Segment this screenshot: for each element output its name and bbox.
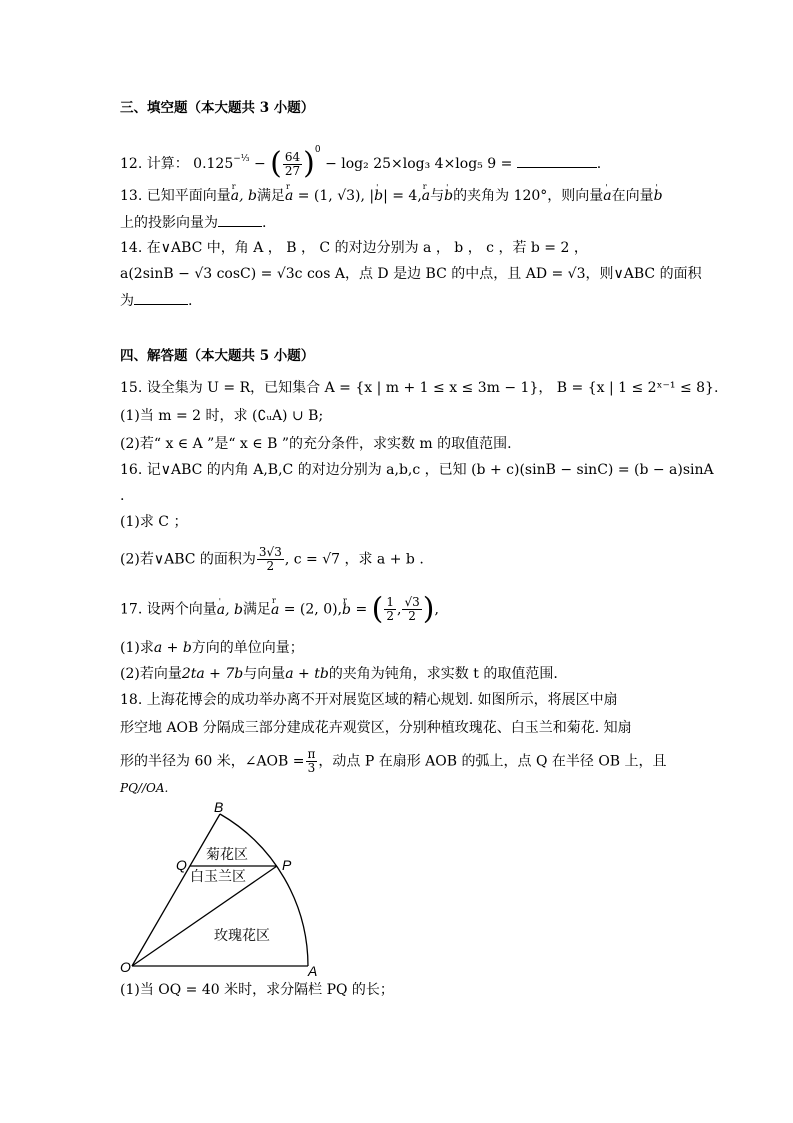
q16-part2-text-a: (2)若∨ABC 的面积为 <box>120 551 256 568</box>
q17-part2-a: (2)若向量 <box>120 666 182 682</box>
q16-frac-num: 3√3 <box>258 545 282 559</box>
region-chrysanthemum: 菊花区 <box>206 846 248 862</box>
section4-heading: 四、解答题（本大题共 5 小题） <box>120 348 315 364</box>
q12-answer-blank[interactable] <box>517 153 597 168</box>
q17-part2-expr1: 2ta + 7b <box>181 666 244 682</box>
q18-line4: PQ//OA. <box>120 781 169 795</box>
q13-vec-b3: ' b <box>654 186 663 206</box>
q17-part1-a: (1)求 <box>120 640 154 656</box>
q12-frac-den: 27 <box>284 163 301 178</box>
q12-fraction <box>283 151 302 178</box>
q18-angle-fraction <box>306 748 318 775</box>
q17-lparen: ( <box>371 591 384 627</box>
label-B: B <box>214 799 224 815</box>
label-P: P <box>282 857 292 873</box>
q13-text-c: = (1, √3), | <box>297 188 375 204</box>
q12-rest: − log₂ 25×log₃ 4×log₅ 9 = <box>325 156 513 172</box>
q17-part2-c: 与向量 <box>243 666 286 682</box>
q16-area-fraction <box>257 546 284 573</box>
q13-line2 <box>120 212 266 233</box>
q17-part2-e: 的夹角为钝角，求实数 t 的取值范围. <box>328 666 558 682</box>
q14-line1: 14. 在∨ABC 中，角 A ， B ， C 的对边分别为 a ， b ， c ，若 b = 2 ， <box>120 240 588 256</box>
q17-vec-b: r b <box>342 600 351 620</box>
q13-text-e: 与 <box>430 188 445 204</box>
q13-end: . <box>262 215 267 231</box>
q13-line2-text: 上的投影向量为 <box>120 215 218 231</box>
q13-line1 <box>120 186 663 206</box>
sector-figure <box>110 798 340 980</box>
q17-rparen: ) <box>422 591 435 627</box>
q14-line3 <box>120 290 192 311</box>
q17-frac2-num: √3 <box>404 595 420 609</box>
q13-vec-b2: ' b <box>444 186 453 206</box>
q13-text-a: 13. 已知平面向量 <box>120 188 231 204</box>
q17-frac1-den: 2 <box>386 609 394 623</box>
q17-part1 <box>120 638 304 658</box>
q12-base-exp: −⅓ <box>233 154 250 164</box>
q18-part1: (1)当 OQ = 40 米时，求分隔栏 PQ 的长； <box>120 982 394 998</box>
q17-part1-expr: a + b <box>153 640 192 656</box>
q17-part2-expr2: a + tb <box>285 666 329 682</box>
q12-prefix: 12. 计算： <box>120 156 189 172</box>
q18-line3-b: ，动点 P 在扇形 AOB 的弧上，点 Q 在半径 OB 上，且 <box>318 753 667 770</box>
q12-frac-num: 64 <box>284 149 301 164</box>
q14-line2: a(2sinB − √3 cosC) = √3c cos A，点 D 是边 BC 的中点，且 AD = √3，则∨ABC 的面积 <box>120 266 702 282</box>
q16-stem-end: . <box>120 488 125 504</box>
q14-line3-text: 为 <box>120 293 134 309</box>
q13-text-g: 在向量 <box>611 188 654 204</box>
q12-line <box>120 140 602 181</box>
q17-stem-end: , <box>434 601 439 618</box>
q15-part1: (1)当 m = 2 时，求 (∁ᵤA) ∪ B; <box>120 408 324 424</box>
q13-vec-a: r a <box>285 186 293 206</box>
q18-line2: 形空地 AOB 分隔成三部分建成花卉观赏区，分别种植玫瑰花、白玉兰和菊花. 知扇 <box>120 720 632 736</box>
q12-end: . <box>596 156 602 172</box>
q18-frac-den: 3 <box>307 761 316 775</box>
q17-text-c: = (2, 0), <box>283 601 343 618</box>
q17-vectors-ab: ' a, b <box>217 600 243 620</box>
q16-part2 <box>120 546 424 573</box>
arc-AB <box>220 814 308 966</box>
q13-vec-a2: r a <box>422 186 430 206</box>
q13-text-f: 的夹角为 120°，则向量 <box>453 188 604 204</box>
q16-part1: (1)求 C ； <box>120 514 188 530</box>
q12-frac-exp: 0 <box>314 145 321 155</box>
label-A: A <box>308 963 318 979</box>
segment-OB <box>132 814 220 966</box>
q13-answer-blank[interactable] <box>218 212 262 227</box>
q15-stem: 15. 设全集为 U = R，已知集合 A = {x | m + 1 ≤ x ≤ 3m − 1}， B = {x | 1 ≤ 2ˣ⁻¹ ≤ 8}. <box>120 380 719 396</box>
region-rose: 玫瑰花区 <box>214 927 270 943</box>
q17-frac1-num: 1 <box>386 595 394 609</box>
q18-line1: 18. 上海花博会的成功举办离不开对展览区域的精心规划. 如图所示，将展区中扇 <box>120 692 618 708</box>
q17-stem: 17. 设两个向量' a, b满足r a = (2, 0),r b = ( $\frac{1}{2}$ , $\frac{√3}{2}$ ), <box>120 596 439 623</box>
label-O: O <box>120 959 131 975</box>
q17-text-b: 满足 <box>242 601 271 618</box>
q16-stem: 16. 记∨ABC 的内角 A,B,C 的对边分别为 a,b,c ，已知 (b + c)(sinB − sinC) = (b − a)sinA <box>120 462 714 478</box>
q12-base: 0.125 <box>193 156 234 172</box>
q17-frac2-den: 2 <box>408 609 416 623</box>
section3-heading: 三、填空题（本大题共 3 小题） <box>120 100 315 116</box>
q16-part2-text-b: , c = √7 ，求 a + b . <box>284 551 424 568</box>
q12-minus: − <box>253 156 266 172</box>
q15-part2: (2)若“ x ∈ A ”是“ x ∈ B ”的充分条件，求实数 m 的取值范围. <box>120 436 512 452</box>
q18-line3-a: 形的半径为 60 米，∠AOB = <box>120 753 305 770</box>
label-Q: Q <box>176 857 187 873</box>
q12-lparen: ( <box>270 146 282 181</box>
q12-rparen: ) <box>303 146 315 181</box>
q18-line3 <box>120 748 667 775</box>
q13-vec-b: ' b <box>374 186 383 206</box>
q17-part2 <box>120 664 558 684</box>
q13-text-d: | = 4, <box>383 188 422 204</box>
q17-frac1 <box>384 596 396 623</box>
q17-text-a: 17. 设两个向量 <box>120 601 217 618</box>
q17-frac2 <box>402 596 421 623</box>
q14-answer-blank[interactable] <box>134 290 188 305</box>
region-magnolia: 白玉兰区 <box>190 868 246 884</box>
q13-vectors-ab: r a, b <box>231 186 257 206</box>
q17-vec-a: r a <box>271 600 279 620</box>
q14-end: . <box>188 293 193 309</box>
q17-text-d: = <box>355 601 368 618</box>
q13-vec-a3: ' a <box>603 186 611 206</box>
q18-frac-num: π <box>307 747 316 761</box>
q13-text-b: 满足 <box>256 188 285 204</box>
q17-part1-c: 方向的单位向量； <box>191 640 304 656</box>
q16-frac-den: 2 <box>266 559 275 573</box>
